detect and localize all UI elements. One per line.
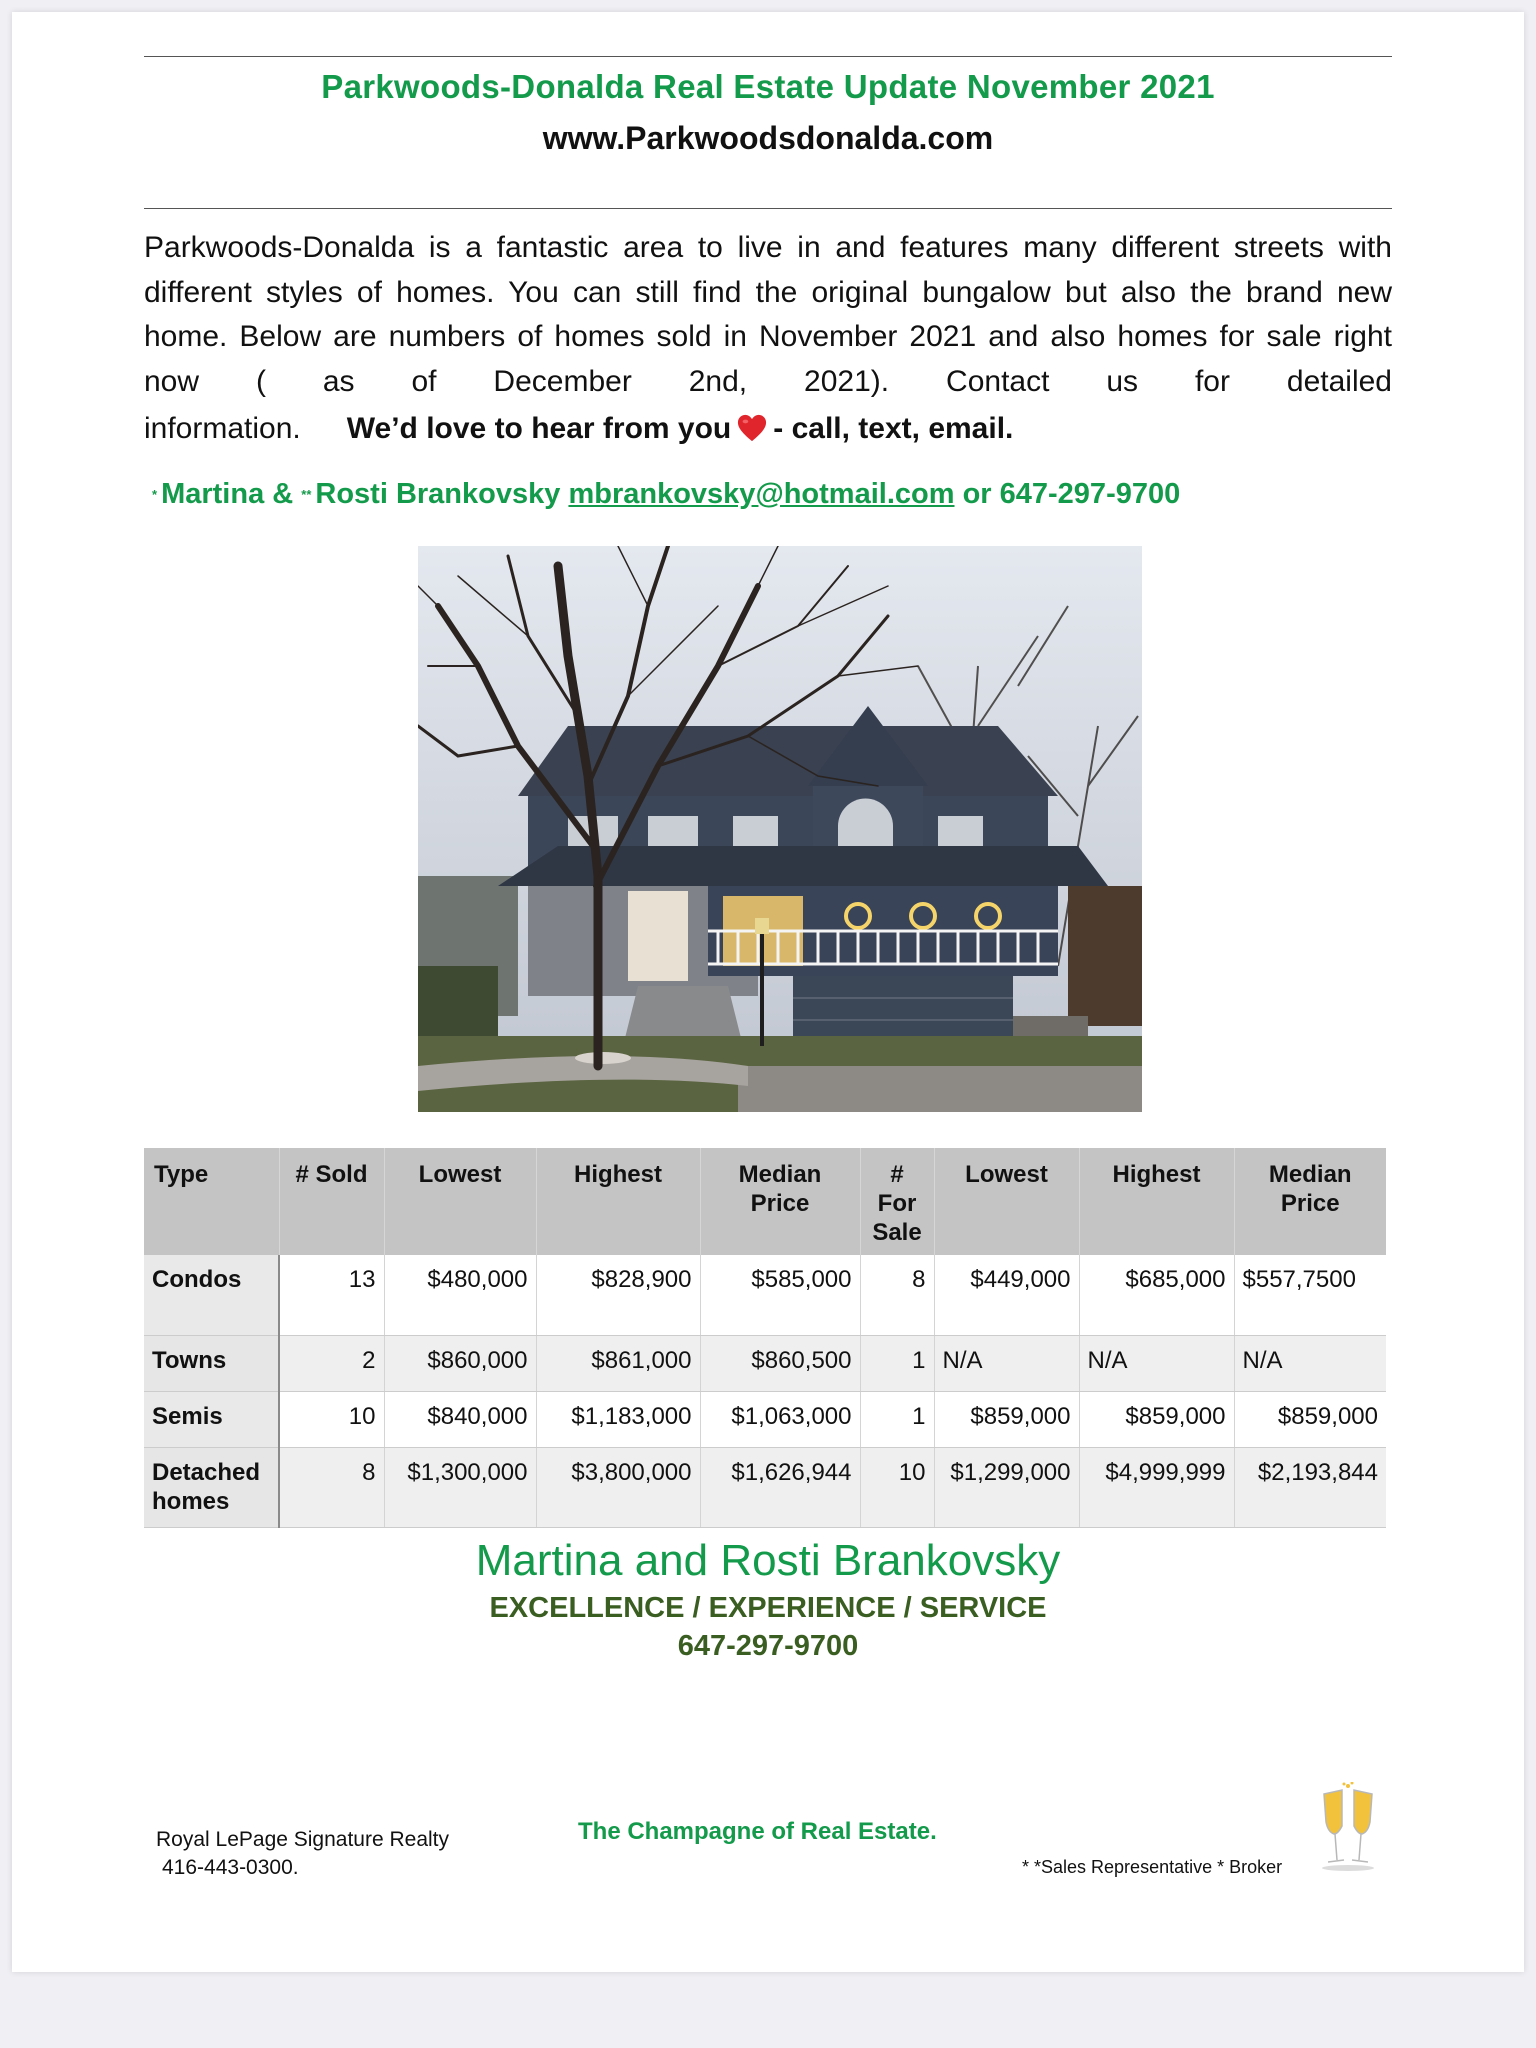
header-line: # (890, 1161, 904, 1188)
header-line: Lowest (965, 1161, 1048, 1188)
header-line: Price (750, 1190, 810, 1217)
row-type-label: homes (152, 1487, 230, 1515)
table-cell: $859,000 (934, 1391, 1079, 1447)
brokerage-phone: 416-443-0300. (162, 1856, 299, 1879)
column-header (536, 1148, 700, 1255)
column-header (279, 1148, 384, 1255)
row-type-cell (144, 1447, 279, 1527)
call-to-action (347, 412, 1014, 445)
table-cell: $585,000 (700, 1255, 860, 1335)
table-cell: 10 (279, 1391, 384, 1447)
table-cell: $3,800,000 (536, 1447, 700, 1527)
section-rule (144, 208, 1392, 209)
column-header (860, 1148, 934, 1255)
header-line: Sale (872, 1219, 922, 1246)
intro-last-line (144, 412, 1392, 446)
row-type-cell (144, 1335, 279, 1391)
header-line: Price (1280, 1190, 1340, 1217)
header-line: # Sold (295, 1161, 368, 1188)
table-row (144, 1335, 1386, 1391)
brokerage-name: Royal LePage Signature Realty (156, 1828, 450, 1851)
table-row (144, 1391, 1386, 1447)
row-type-label: Detached (152, 1458, 261, 1486)
table-cell: $2,193,844 (1234, 1447, 1386, 1527)
header-line: Median (738, 1161, 822, 1188)
table-cell: 13 (279, 1255, 384, 1335)
table-cell: N/A (1079, 1335, 1234, 1391)
table-cell: $861,000 (536, 1335, 700, 1391)
table-cell: $828,900 (536, 1255, 700, 1335)
table-cell: 1 (860, 1391, 934, 1447)
contact-phone: or 647-297-9700 (962, 478, 1181, 510)
sales-rep-marker: * (152, 487, 158, 502)
table-cell: 10 (860, 1447, 934, 1527)
column-header (144, 1148, 279, 1255)
table-cell: 1 (860, 1335, 934, 1391)
top-rule (144, 56, 1392, 57)
table-cell: N/A (1234, 1335, 1386, 1391)
cta-contact-methods: - call, text, email. (773, 412, 1014, 445)
header-line: Lowest (418, 1161, 502, 1188)
table-cell: $4,999,999 (1079, 1447, 1234, 1527)
table-cell: $860,500 (700, 1335, 860, 1391)
table-cell: $859,000 (1234, 1391, 1386, 1447)
header-line: Type (154, 1161, 209, 1188)
table-cell: $859,000 (1079, 1391, 1234, 1447)
champagne-glasses-icon (1316, 1782, 1380, 1872)
table-row (144, 1255, 1386, 1335)
designation-legend: * *Sales Representative * Broker (1022, 1857, 1283, 1877)
brokerage-info (156, 1826, 449, 1882)
footer-phone: 647-297-9700 (677, 1630, 859, 1662)
table-cell: $449,000 (934, 1255, 1079, 1335)
header-line: Median (1268, 1161, 1352, 1188)
row-type-cell (144, 1391, 279, 1447)
table-cell: 8 (279, 1447, 384, 1527)
heart-icon (737, 413, 767, 443)
column-header (700, 1148, 860, 1255)
email-link[interactable]: mbrankovsky@hotmail.com (568, 478, 955, 510)
table-header-row (144, 1148, 1386, 1255)
table-cell: $1,063,000 (700, 1391, 860, 1447)
intro-paragraph: Parkwoods-Donalda is a fantastic area to live in and features many different streets with different styles of homes. You can still find the original bungalow but also the brand new home. Below are numbers of homes sold in November 2021 and also homes for sale right now ( as of December 2nd, 2021). Contact us for detailed (144, 231, 1392, 398)
document-page (12, 12, 1524, 1972)
header-line: Highest (1112, 1161, 1201, 1188)
table-cell: $480,000 (384, 1255, 536, 1335)
table-cell: 8 (860, 1255, 934, 1335)
row-type-cell (144, 1255, 279, 1335)
column-header (384, 1148, 536, 1255)
house-photo (418, 546, 1142, 1112)
table-cell: $1,183,000 (536, 1391, 700, 1447)
page-title: Parkwoods-Donalda Real Estate Update November 2021 (321, 68, 1215, 105)
table-cell: N/A (934, 1335, 1079, 1391)
row-type-label: Towns (152, 1346, 227, 1374)
row-type-label: Semis (152, 1402, 223, 1430)
agent-name-1: Martina & (161, 478, 294, 510)
column-header (1079, 1148, 1234, 1255)
table-cell: $685,000 (1079, 1255, 1234, 1335)
slogan: EXCELLENCE / EXPERIENCE / SERVICE (489, 1592, 1047, 1624)
broker-marker: ** (301, 487, 312, 502)
contact-line (152, 478, 1392, 511)
table-cell: $860,000 (384, 1335, 536, 1391)
column-header (1234, 1148, 1386, 1255)
cta-text: We’d love to hear from you (346, 412, 732, 445)
intro-last-word: information. (144, 412, 301, 445)
header-line: Highest (573, 1161, 662, 1188)
table-cell: 2 (279, 1335, 384, 1391)
table-cell: $1,626,944 (700, 1447, 860, 1527)
table-cell: $1,300,000 (384, 1447, 536, 1527)
table-cell: $840,000 (384, 1391, 536, 1447)
row-type-label: Condos (152, 1266, 242, 1293)
table-cell: $557,7500 (1234, 1255, 1386, 1335)
table-cell: $1,299,000 (934, 1447, 1079, 1527)
agent-name-2: Rosti Brankovsky (315, 478, 561, 510)
header-line: For (877, 1190, 917, 1217)
agent-names: Martina and Rosti Brankovsky (475, 1536, 1061, 1585)
sales-stats-table (144, 1148, 1386, 1528)
column-header (934, 1148, 1079, 1255)
website-text: www.Parkwoodsdonalda.com (542, 120, 994, 156)
tagline: The Champagne of Real Estate. (578, 1818, 937, 1845)
table-row (144, 1447, 1386, 1527)
